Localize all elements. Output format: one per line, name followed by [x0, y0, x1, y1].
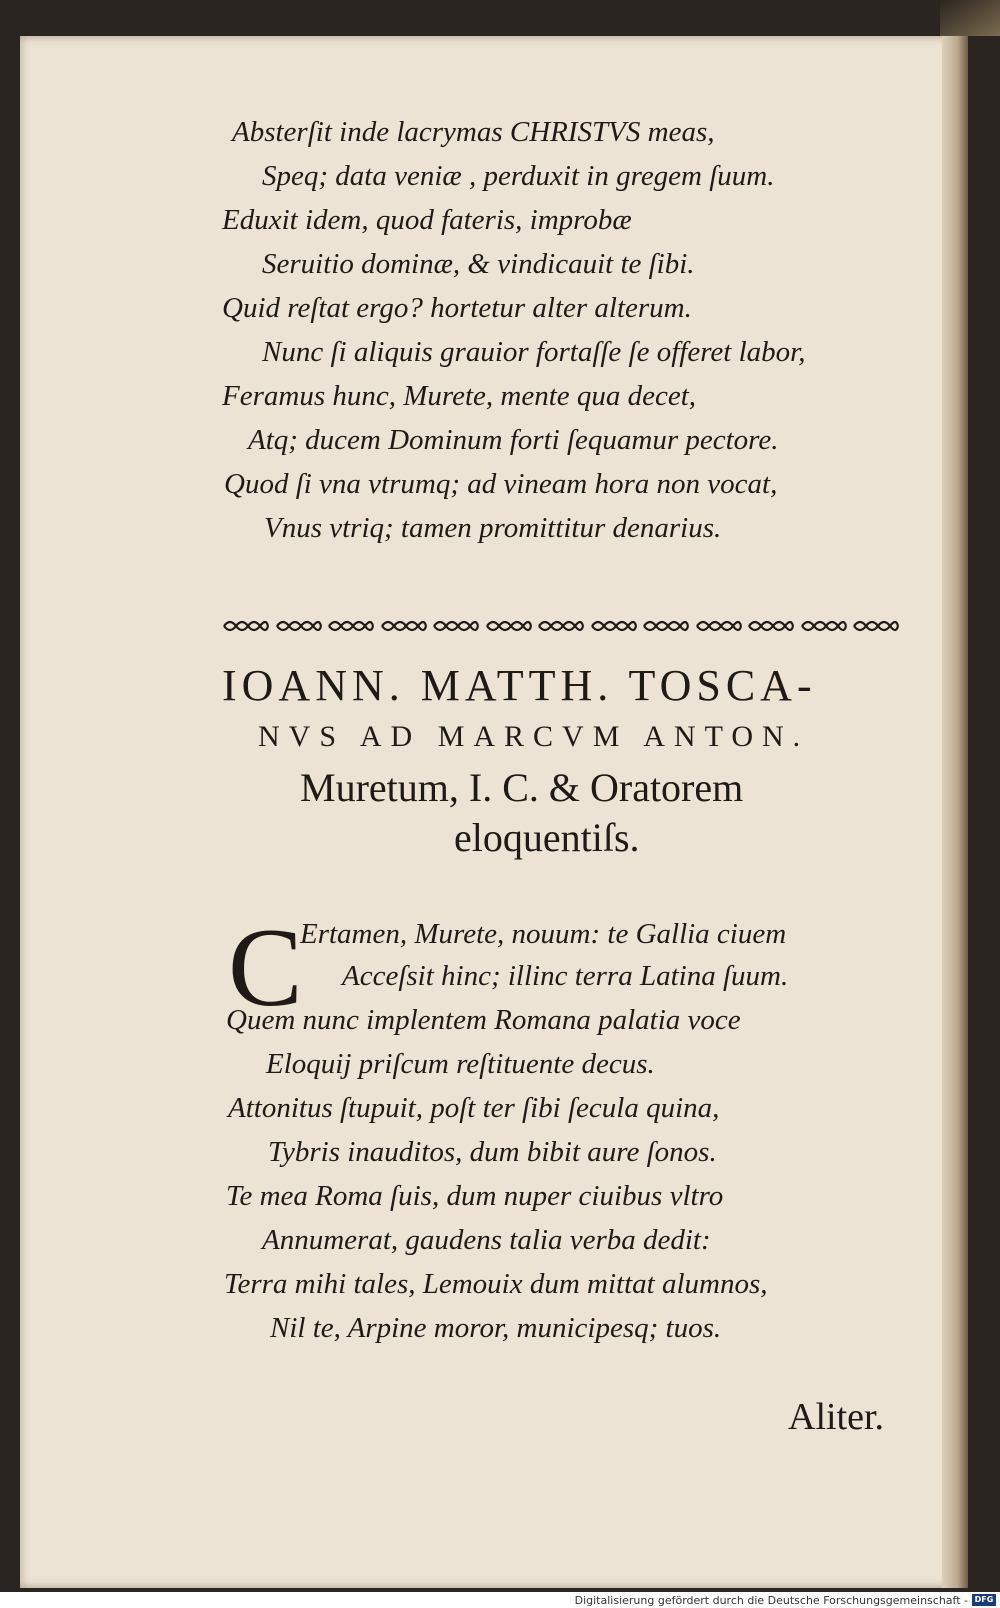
verse-line: Eloquij priſcum reſtituente decus. — [266, 1048, 655, 1080]
verse-line: Atq; ducem Dominum forti ſequamur pectore. — [248, 424, 779, 456]
page-gutter-shadow — [942, 36, 968, 1588]
fleuron-icon — [222, 617, 270, 635]
fleuron-band-icon — [222, 612, 900, 640]
heading-line: Muretum, I. C. & Oratorem — [300, 765, 744, 810]
verse-line: Nil te, Arpine moror, municipesq; tuos. — [270, 1312, 722, 1344]
fleuron-icon — [695, 617, 743, 635]
verse-line: Feramus hunc, Murete, mente qua decet, — [222, 380, 697, 412]
verse-line: Eduxit idem, quod fateris, improbæ — [222, 204, 632, 236]
fleuron-icon — [485, 617, 533, 635]
catchword: Aliter. — [788, 1396, 885, 1438]
verse-line: Ertamen, Murete, nouum: te Gallia ciuem — [300, 918, 787, 950]
fleuron-icon — [432, 617, 480, 635]
fleuron-icon — [537, 617, 585, 635]
verse-line: Terra mihi tales, Lemouix dum mittat alumnos, — [224, 1268, 768, 1300]
fleuron-icon — [852, 617, 900, 635]
fleuron-icon — [380, 617, 428, 635]
verse-line: Acceſsit hinc; illinc terra Latina ſuum. — [342, 960, 789, 992]
verse-line: Speq; data veniæ , perduxit in gregem ſuum. — [262, 160, 775, 192]
verse-line: Tybris inauditos, dum bibit aure ſonos. — [268, 1136, 717, 1168]
verse-line: Attonitus ſtupuit, poſt ter ſibi ſecula quina, — [228, 1092, 720, 1124]
book-corner — [940, 0, 1000, 36]
fleuron-icon — [275, 617, 323, 635]
verse-line: Vnus vtriq; tamen promittitur denarius. — [264, 512, 722, 544]
footer-credit: Digitalisierung gefördert durch die Deutsche Forschungsgemeinschaft - — [574, 1594, 968, 1607]
dfg-logo-icon: DFG — [972, 1594, 996, 1606]
fleuron-icon — [747, 617, 795, 635]
heading-line: eloquentiſs. — [454, 815, 640, 860]
verse-line: Nunc ſi aliquis grauior fortaſſe ſe offeret labor, — [262, 336, 806, 368]
verse-line: Seruitio dominæ, & vindicauit te ſibi. — [262, 248, 695, 280]
verse-line: Quem nunc implentem Romana palatia voce — [226, 1004, 741, 1036]
verse-line: Quid reſtat ergo? hortetur alter alterum. — [222, 292, 692, 324]
fleuron-icon — [800, 617, 848, 635]
heading-line: NVS AD MARCVM ANTON. — [258, 720, 810, 753]
drop-cap: C — [228, 906, 303, 1030]
verse-line: Te mea Roma ſuis, dum nuper ciuibus vltro — [226, 1180, 724, 1212]
verse-line: Quod ſi vna vtrumq; ad vineam hora non vocat, — [224, 468, 778, 500]
verse-line: Annumerat, gaudens talia verba dedit: — [262, 1224, 711, 1256]
fleuron-icon — [642, 617, 690, 635]
fleuron-icon — [327, 617, 375, 635]
fleuron-icon — [590, 617, 638, 635]
heading-line: IOANN. MATTH. TOSCA- — [222, 661, 817, 710]
verse-line: Absterſit inde lacrymas CHRISTVS meas, — [232, 116, 715, 148]
